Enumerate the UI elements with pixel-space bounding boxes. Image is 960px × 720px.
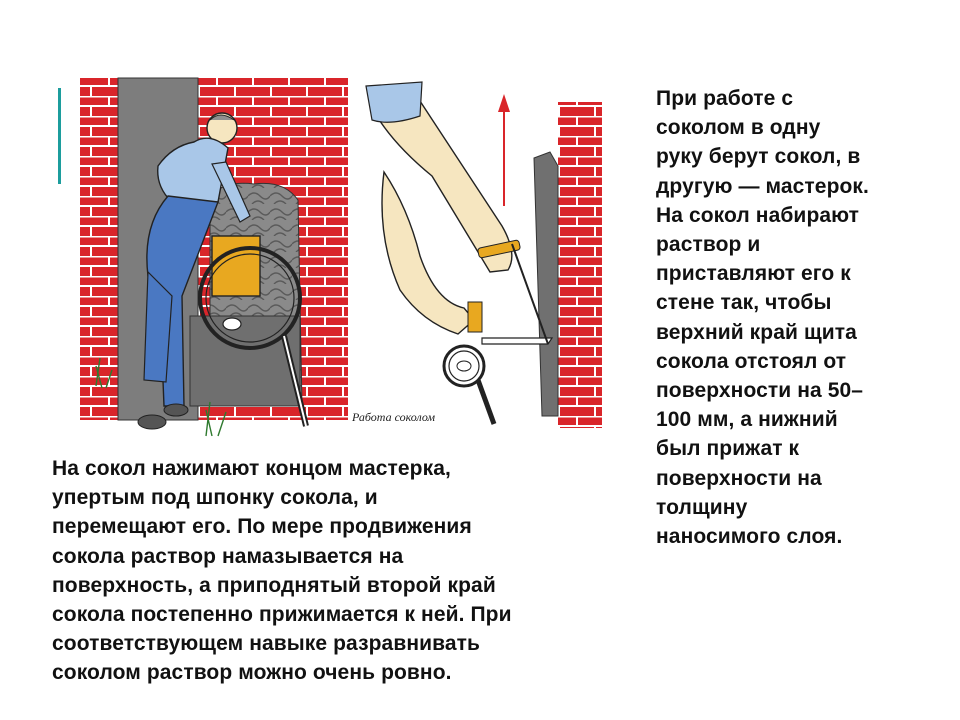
- brick-wall-right: [558, 102, 602, 428]
- side-paragraph: При работе с соколом в одну руку берут сокол, в другую — мастерок. На сокол набирают раствор и приставляют его к стене так, чтобы верхний край щита сокола отстоял от поверхности на 50– 100 мм, а нижний был прижат к поверхности на толщину наносимого слоя.: [656, 87, 869, 549]
- worker-boot: [138, 415, 166, 429]
- hawk-board-right: [482, 338, 552, 344]
- up-arrow: [498, 94, 510, 206]
- slide-accent-bar: [58, 88, 61, 184]
- upper-sleeve: [366, 82, 422, 122]
- plaster-lower: [190, 316, 300, 406]
- illustration-plastering: [72, 76, 612, 440]
- hawk-handle: [468, 302, 482, 332]
- right-scene: [366, 82, 602, 428]
- wall-surface-plaster: [534, 152, 558, 416]
- bottom-paragraph: На сокол нажимают концом мастерка, упертым под шпонку сокола, и перемещают его. По мере продвижения сокола раствор намазывается на поверхность, а приподнятый второй край сокола постепенно прижимается к ней. При соответствующем навыке разравнивать соколом раствор можно очень ровно.: [52, 457, 512, 685]
- illustration-caption: Работа соколом: [352, 410, 436, 424]
- left-scene: [80, 78, 435, 436]
- magnifier-right: [444, 346, 494, 424]
